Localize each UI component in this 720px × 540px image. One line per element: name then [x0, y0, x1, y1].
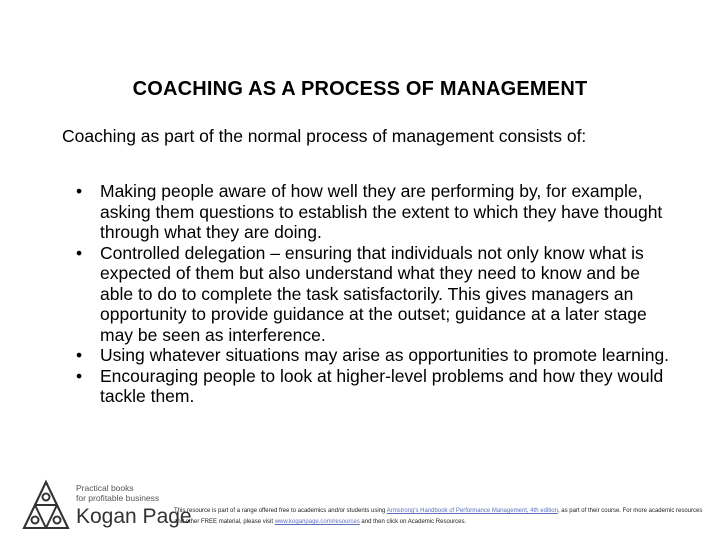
bullet-text: Encouraging people to look at higher-level problems and how they would tackle them.: [100, 365, 664, 406]
logo-tagline-line2: for profitable business: [76, 493, 160, 503]
bullet-icon: •: [76, 242, 83, 263]
triangle-logo-icon: [20, 478, 72, 536]
kogan-page-logo: [20, 478, 192, 536]
footer-note: [174, 506, 704, 528]
resources-link[interactable]: www.koganpage.com/resources: [274, 519, 360, 525]
handbook-link[interactable]: Armstrong's Handbook of Performance Management, 4th edition: [386, 508, 558, 514]
bullet-item: [76, 366, 676, 407]
logo-tagline: [76, 483, 159, 503]
bullet-item: [76, 345, 676, 366]
bullet-icon: •: [76, 181, 83, 201]
bullet-item: [76, 181, 676, 243]
footer-note-text-1: This resource is part of a range offered free to academics and/or students using: [174, 508, 387, 514]
footer-note-text-3: and then click on Academic Resources.: [359, 519, 467, 525]
bullet-list: [76, 181, 676, 407]
bullet-item: [76, 243, 676, 346]
footer-note-text-2: , as part of their course. For more academic resources and other FREE material, please visit: [174, 508, 703, 525]
logo-name: Kogan Page: [76, 505, 192, 528]
bullet-text: Making people aware of how well they are performing by, for example, asking them questions to establish the extent to which they have thought through what they are doing.: [100, 181, 663, 242]
bullet-icon: •: [76, 345, 83, 365]
slide-title: COACHING AS A PROCESS OF MANAGEMENT: [132, 78, 588, 100]
intro-text: Coaching as part of the normal process of management consists of:: [62, 126, 587, 146]
bullet-icon: •: [76, 365, 83, 386]
bullet-text: Controlled delegation – ensuring that individuals not only know what is expected of them but also understand what they need to know and be able to do to complete the task satisfactorily. This gives managers an opportunity to provide guidance at the outset; guidance at a later stage may be seen as interference.: [100, 242, 647, 345]
logo-tagline-line1: Practical books: [76, 483, 134, 493]
bullet-text: Using whatever situations may arise as opportunities to promote learning.: [100, 345, 670, 365]
